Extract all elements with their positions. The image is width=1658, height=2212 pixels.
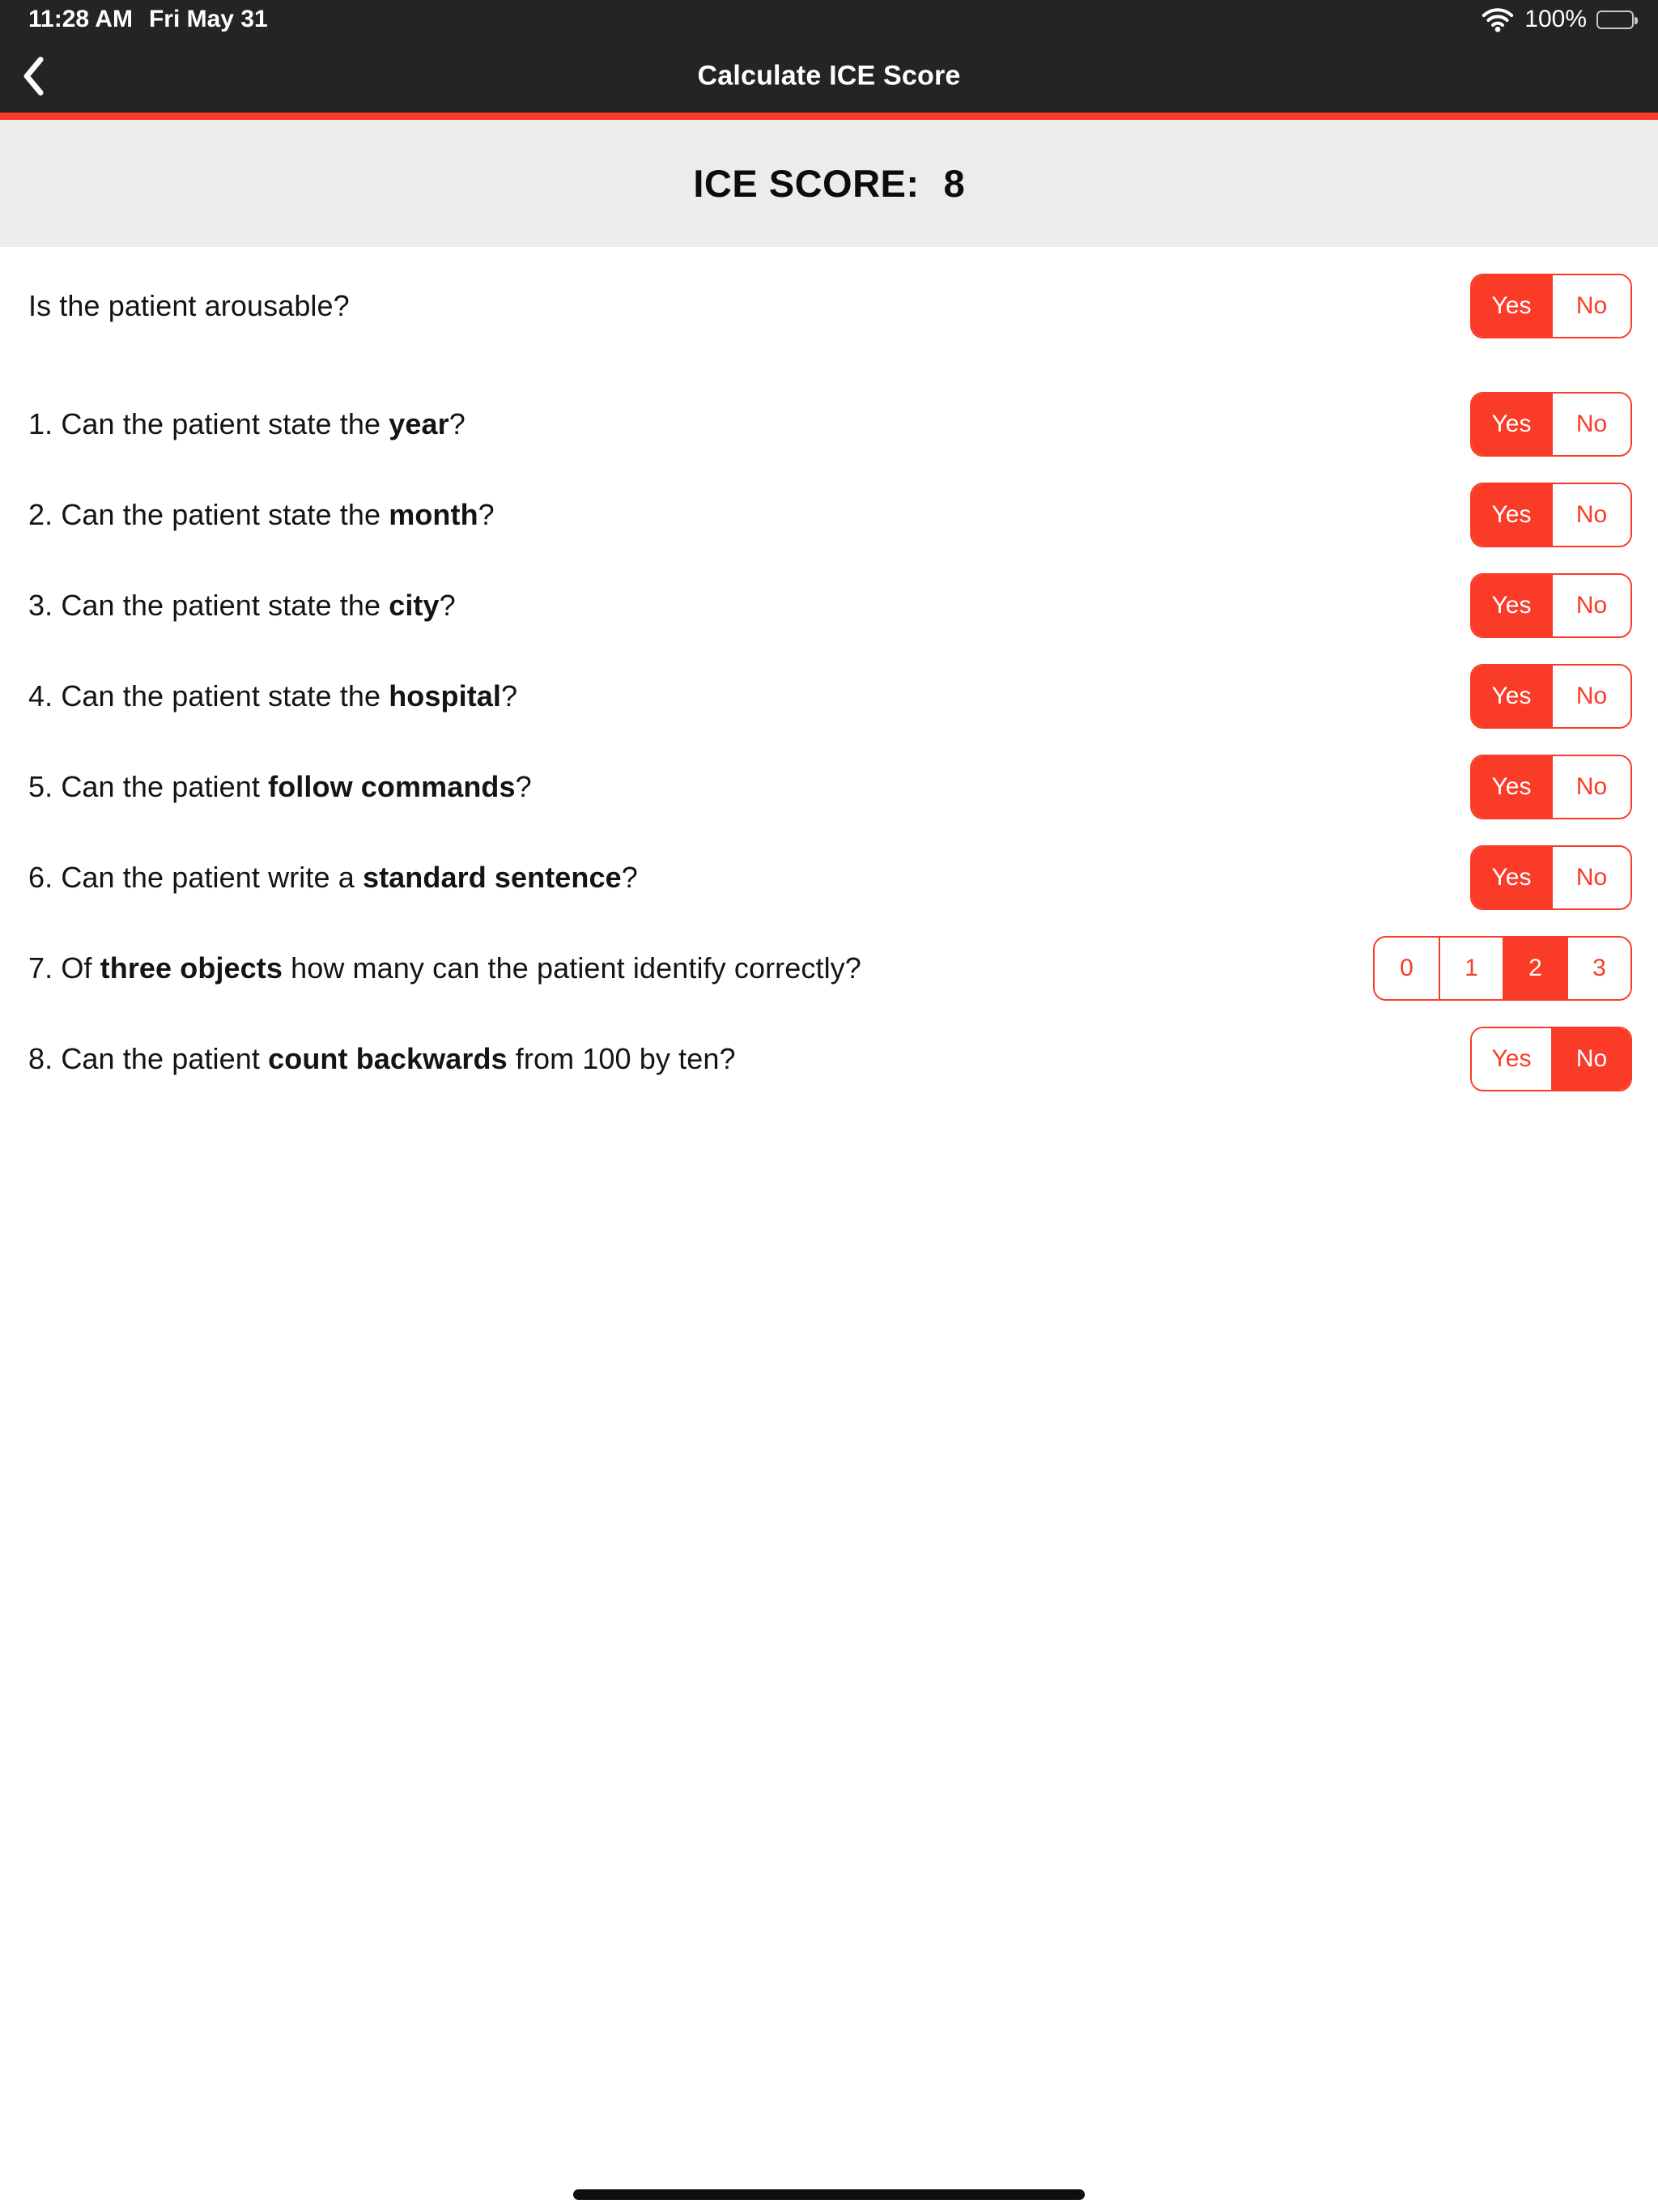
answer-option-yes[interactable]: Yes [1472,275,1551,337]
question-bold: follow commands [268,770,516,803]
question-row [0,936,1658,1001]
answer-option-no[interactable]: No [1551,666,1630,727]
answer-option-yes[interactable]: Yes [1472,1028,1551,1090]
question-text [28,679,517,713]
question-text [28,1042,736,1076]
answer-control [1470,392,1632,457]
question-row [0,483,1658,547]
question-prefix: 3. Can the patient state the [28,589,389,622]
question-prefix: 7. Of [28,951,100,985]
status-time: 11:28 AM [28,6,133,32]
question-text [28,861,638,895]
question-prefix: 6. Can the patient write a [28,861,363,894]
questions-list [0,247,1658,1117]
question-bold: count backwards [268,1042,508,1075]
answer-option-yes[interactable]: Yes [1472,575,1551,636]
answer-option-no[interactable]: No [1551,275,1630,337]
score-value: 8 [943,162,965,205]
question-bold: three objects [100,951,283,985]
question-row [0,573,1658,638]
question-row [0,664,1658,729]
answer-option-no[interactable]: No [1551,393,1630,455]
answer-option-no[interactable]: No [1551,756,1630,818]
answer-option-yes[interactable]: Yes [1472,756,1551,818]
question-text [28,289,350,323]
answer-option-3[interactable]: 3 [1567,938,1630,999]
answer-control [1470,664,1632,729]
status-left [28,6,268,33]
answer-option-yes[interactable]: Yes [1472,847,1551,908]
question-row [0,274,1658,338]
question-text [28,770,532,804]
answer-control [1470,1027,1632,1091]
question-row [0,845,1658,910]
answer-option-no[interactable]: No [1551,575,1630,636]
question-prefix: 8. Can the patient [28,1042,269,1075]
status-bar [0,0,1658,39]
question-bold: year [389,407,449,440]
question-suffix: ? [515,770,532,803]
question-bold: month [389,498,478,531]
question-bold: standard sentence [362,861,622,894]
page-title: Calculate ICE Score [697,60,961,91]
score-header [0,120,1658,247]
top-bar [0,0,1658,113]
answer-control [1470,845,1632,910]
nav-bar [0,39,1658,113]
answer-control [1470,573,1632,638]
question-suffix: ? [449,407,466,440]
question-suffix: from 100 by ten? [507,1042,736,1075]
question-suffix: ? [621,861,638,894]
answer-control [1470,274,1632,338]
accent-divider [0,113,1658,120]
question-suffix: ? [439,589,456,622]
question-row [0,1027,1658,1091]
question-suffix: ? [501,679,518,713]
home-indicator[interactable] [573,2189,1085,2200]
answer-option-no[interactable]: No [1551,1028,1630,1090]
answer-option-1[interactable]: 1 [1439,938,1503,999]
question-suffix: ? [478,498,495,531]
answer-option-no[interactable]: No [1551,847,1630,908]
answer-option-yes[interactable]: Yes [1472,393,1551,455]
answer-option-no[interactable]: No [1551,484,1630,546]
question-prefix: 2. Can the patient state the [28,498,389,531]
question-prefix: 1. Can the patient state the [28,407,389,440]
question-bold: hospital [389,679,502,713]
answer-option-2[interactable]: 2 [1503,938,1567,999]
question-row [0,392,1658,457]
question-text [28,498,495,532]
answer-option-0[interactable]: 0 [1375,938,1439,999]
status-date: Fri May 31 [148,6,268,32]
answer-control [1470,483,1632,547]
wifi-icon [1481,6,1515,32]
battery-nub [1635,17,1638,24]
question-prefix: Is the patient arousable? [28,289,350,322]
answer-control [1470,755,1632,819]
answer-control [1373,936,1632,1001]
battery-icon [1596,11,1634,29]
question-row [0,755,1658,819]
status-right [1481,6,1634,33]
battery-percent: 100% [1524,6,1587,32]
question-text [28,589,456,623]
score-label: ICE SCORE: [693,162,920,205]
question-prefix: 5. Can the patient [28,770,269,803]
question-prefix: 4. Can the patient state the [28,679,389,713]
question-bold: city [389,589,440,622]
question-suffix: how many can the patient identify correctly? [283,951,861,985]
question-text [28,951,861,985]
answer-option-yes[interactable]: Yes [1472,484,1551,546]
answer-option-yes[interactable]: Yes [1472,666,1551,727]
question-text [28,407,466,441]
